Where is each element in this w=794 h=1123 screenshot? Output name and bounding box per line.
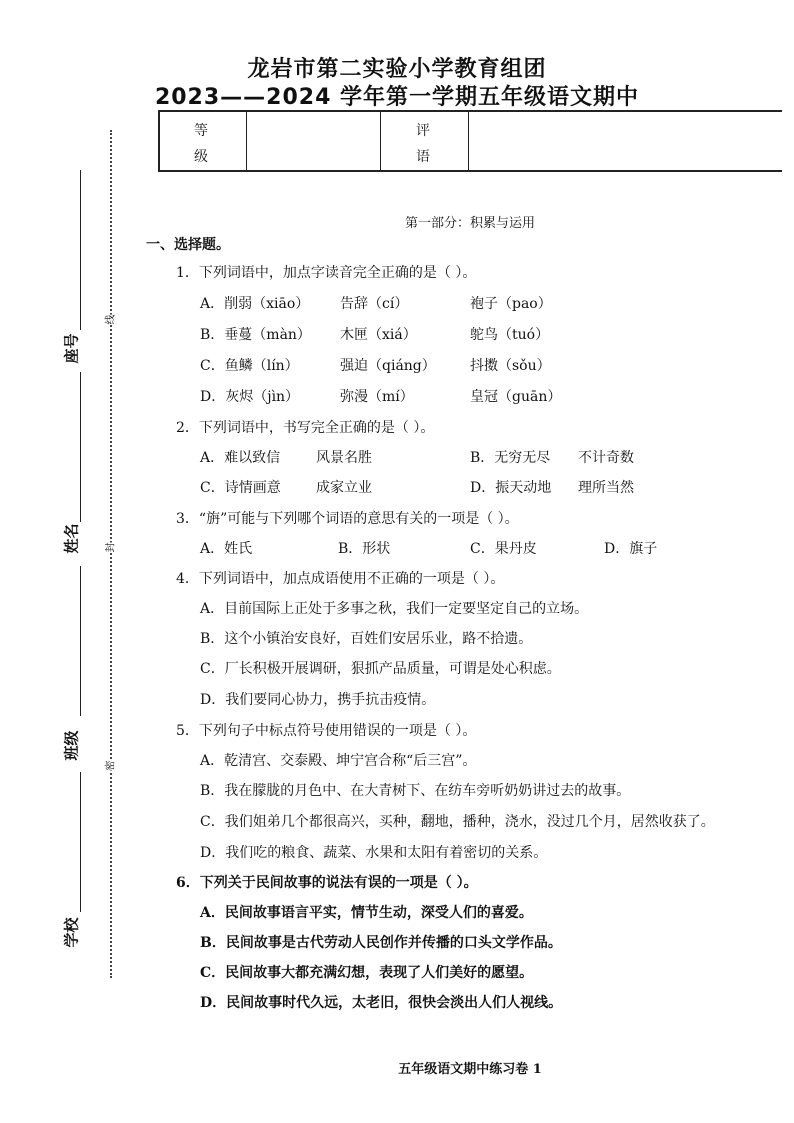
q2-b-1: B．无穷无尽 — [470, 450, 551, 466]
q3-option-c: C．果丹皮 — [470, 541, 537, 557]
part-one-heading: 一、选择题。 — [146, 237, 230, 253]
q1-a-2: 告辞（cí） — [340, 296, 409, 312]
grade-label-char1: 等 — [194, 123, 208, 139]
q4-option-c: C．厂长积极开展调研，狠抓产品质量，可谓是处心积虑。 — [200, 661, 561, 677]
grade-value-cell[interactable] — [246, 112, 381, 170]
q6-option-d: D．民间故事时代久远，太老旧，很快会淡出人们人视线。 — [200, 995, 563, 1011]
q2-d-2: 理所当然 — [578, 480, 634, 496]
q1-c-3: 抖擞（sǒu） — [470, 358, 551, 374]
sidebar-class-label: 班级 — [62, 730, 81, 761]
q2-a-2: 风景名胜 — [316, 450, 372, 466]
q6-option-a: A．民间故事语言平实，情节生动，深受人们的喜爱。 — [200, 905, 533, 921]
page-footer: 五年级语文期中练习卷 1 — [398, 1062, 542, 1077]
q1-d-2: 弥漫（mí） — [340, 389, 414, 405]
sidebar-class-line — [80, 566, 81, 716]
section-title: 第一部分：积累与运用 — [404, 216, 535, 231]
q4-option-d: D．我们要同心协力，携手抗击疫情。 — [200, 692, 436, 708]
grade-label-char2: 级 — [194, 149, 208, 165]
q2-a-1: A．难以致信 — [200, 450, 281, 466]
binding-dotted-line — [110, 130, 112, 978]
sidebar-seal-mark: 封 — [102, 543, 117, 553]
q5-stem: 5．下列句子中标点符号使用错误的一项是（ ）。 — [176, 723, 477, 739]
q1-d-1: D．灰烬（jìn） — [200, 389, 300, 405]
q4-stem: 4．下列词语中，加点成语使用不正确的一项是（ ）。 — [176, 571, 505, 587]
q5-option-d: D．我们吃的粮食、蔬菜、水果和太阳有着密切的关系。 — [200, 845, 548, 861]
sidebar-seat-label: 座号 — [62, 333, 81, 364]
q1-c-2: 强迫（qiáng） — [340, 358, 436, 374]
q6-option-b: B．民间故事是古代劳动人民创作并传播的口头文学作品。 — [200, 935, 562, 951]
sidebar-school-line — [80, 772, 81, 912]
exam-title-line1: 龙岩市第二实验小学教育组团 — [247, 57, 547, 82]
q1-b-1: B．垂蔓（màn） — [200, 327, 311, 343]
q5-option-b: B．我在朦胧的月色中、在大青树下、在纺车旁听奶奶讲过去的故事。 — [200, 783, 631, 799]
q1-b-3: 鸵鸟（tuó） — [470, 327, 550, 343]
q2-c-1: C．诗情画意 — [200, 480, 281, 496]
sidebar-line-mark: 线 — [102, 315, 117, 325]
q2-stem: 2．下列词语中，书写完全正确的是（ ）。 — [176, 420, 435, 436]
q5-option-c: C．我们姐弟几个都很高兴，买种，翻地，播种，浇水，没过几个月，居然收获了。 — [200, 814, 715, 830]
q4-option-a: A．目前国际上正处于多事之秋，我们一定要坚定自己的立场。 — [200, 601, 589, 617]
comment-label-cell — [380, 112, 469, 170]
grade-label-cell — [160, 112, 247, 170]
q2-b-2: 不计奇数 — [578, 450, 634, 466]
sidebar-seat-line — [80, 170, 81, 330]
q4-option-b: B．这个小镇治安良好，百姓们安居乐业，路不拾遗。 — [200, 631, 533, 647]
exam-title-line2: 2023——2024 学年第一学期五年级语文期中 — [154, 85, 640, 110]
q3-stem: 3．“旃”可能与下列哪个词语的意思有关的一项是（ ）。 — [176, 511, 519, 527]
q1-d-3: 皇冠（guān） — [470, 389, 562, 405]
sidebar-school-label: 学校 — [62, 917, 81, 948]
comment-label-char2: 语 — [416, 149, 430, 165]
q3-option-b: B．形状 — [338, 541, 391, 557]
sidebar-name-line — [80, 372, 81, 522]
grade-comment-table — [158, 110, 782, 172]
q2-d-1: D．振天动地 — [470, 480, 552, 496]
q5-option-a: A．乾清宫、交泰殿、坤宁宫合称“后三宫”。 — [200, 753, 477, 769]
q2-c-2: 成家立业 — [316, 480, 372, 496]
q6-stem: 6．下列关于民间故事的说法有误的一项是（ ）。 — [176, 875, 478, 891]
comment-label-char1: 评 — [416, 123, 430, 139]
q1-c-1: C．鱼鳞（lín） — [200, 358, 299, 374]
q1-a-3: 袍子（pao） — [470, 296, 552, 312]
sidebar-secret-mark: 密 — [102, 761, 117, 771]
q1-a-1: A．削弱（xiāo） — [200, 296, 310, 312]
q1-b-2: 木匣（xiá） — [340, 327, 417, 343]
comment-value-cell[interactable] — [468, 112, 782, 170]
sidebar-name-label: 姓名 — [62, 523, 81, 554]
q3-option-a: A．姓氏 — [200, 541, 253, 557]
q6-option-c: C．民间故事大都充满幻想，表现了人们美好的愿望。 — [200, 965, 534, 981]
q1-stem: 1．下列词语中，加点字读音完全正确的是（ ）。 — [176, 265, 477, 281]
q3-option-d: D．旗子 — [604, 541, 658, 557]
